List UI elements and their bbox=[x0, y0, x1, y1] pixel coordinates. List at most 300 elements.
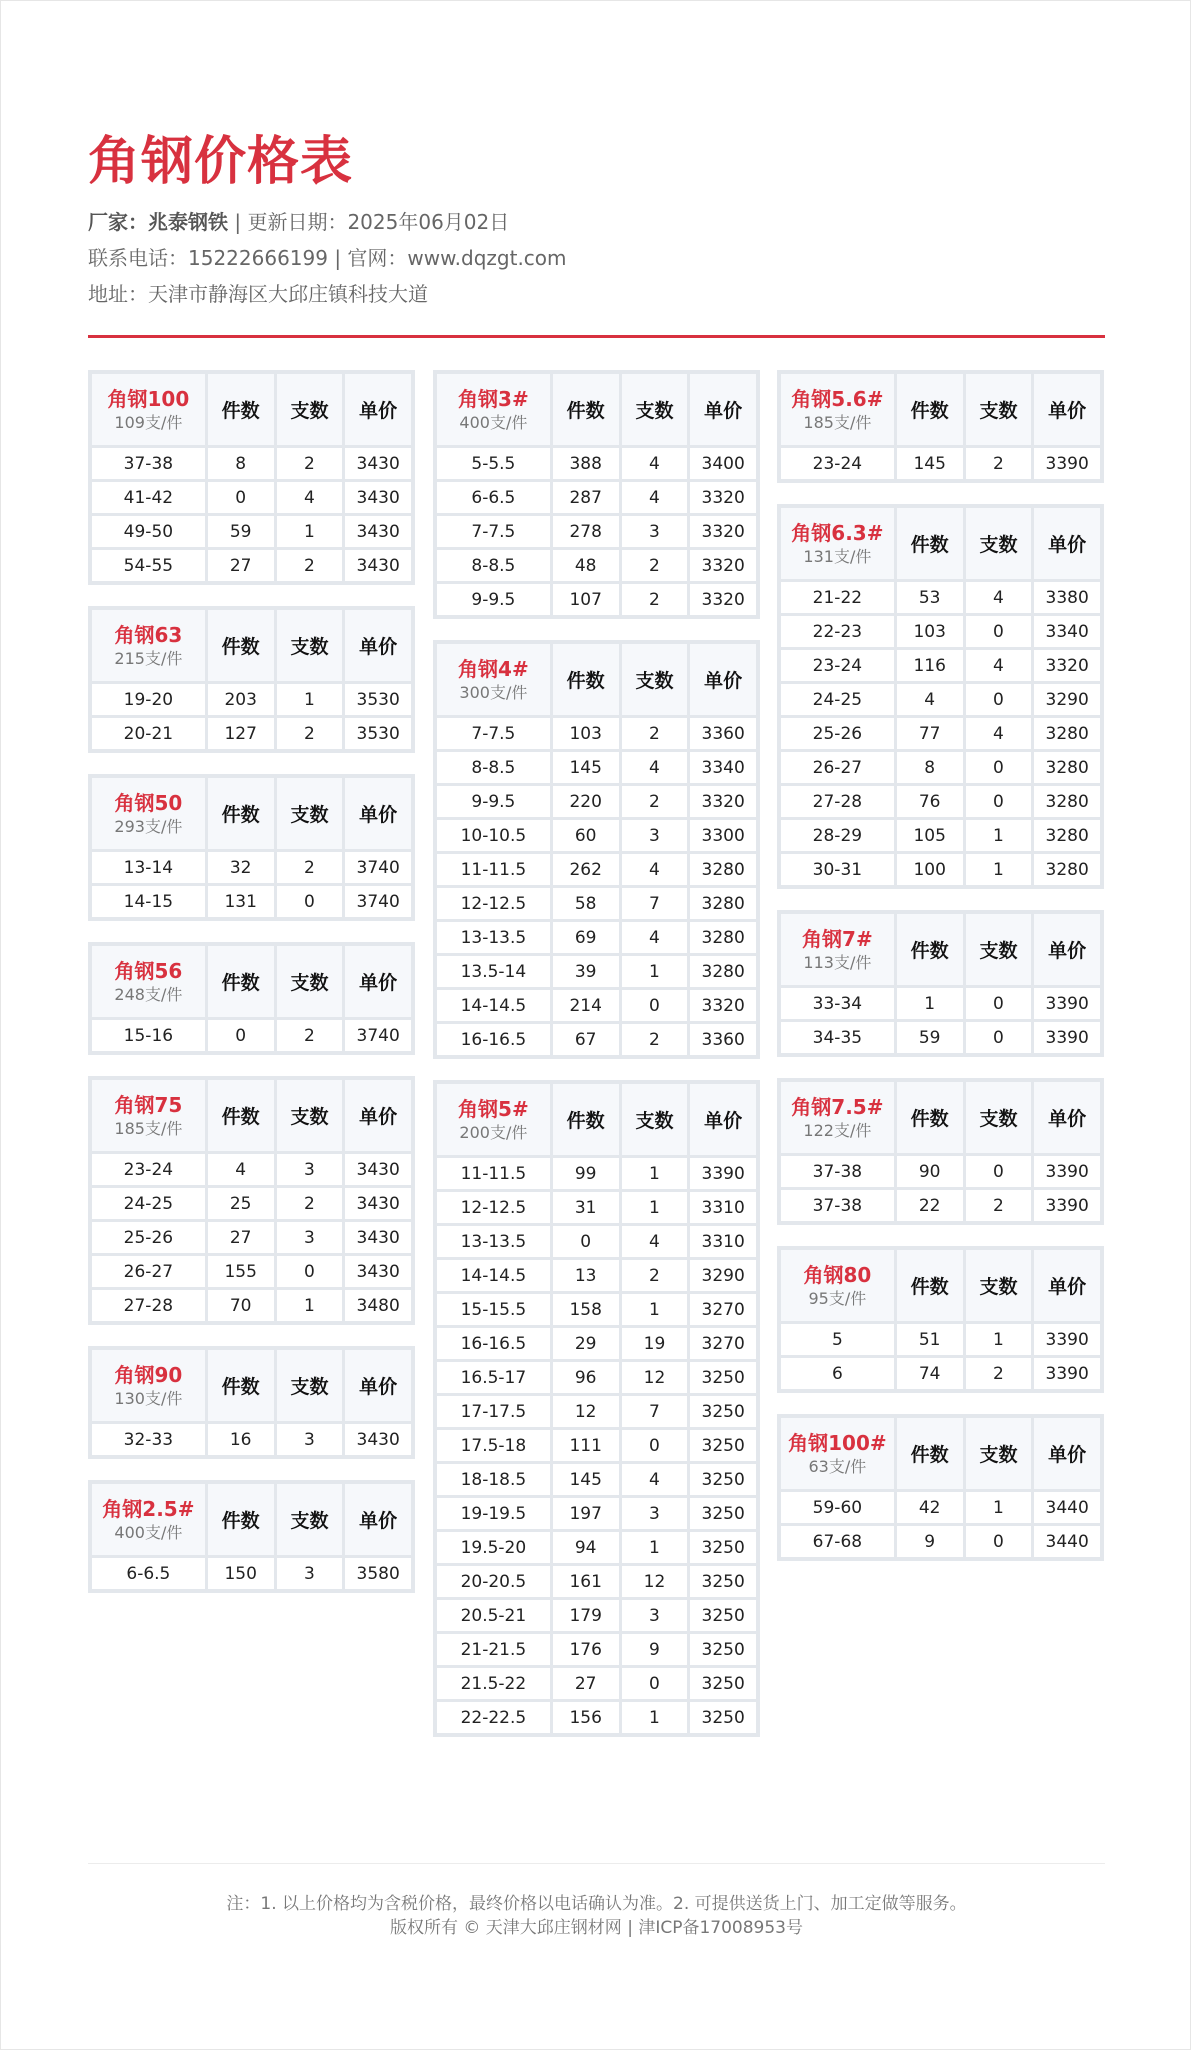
price-cell: 3740 bbox=[344, 1019, 413, 1054]
price-cell: 3390 bbox=[689, 1157, 758, 1191]
table-row bbox=[779, 447, 1102, 482]
qty-cell: 31 bbox=[551, 1191, 620, 1225]
pcs-header: 支数 bbox=[964, 912, 1033, 987]
price-table-header bbox=[90, 372, 413, 447]
header-row bbox=[779, 506, 1102, 581]
product-name: 角钢7# bbox=[802, 926, 873, 951]
pcs-header: 支数 bbox=[275, 1078, 344, 1153]
spec-cell: 67-68 bbox=[779, 1525, 895, 1560]
pcs-header: 支数 bbox=[964, 372, 1033, 447]
table-row bbox=[435, 1497, 758, 1531]
table-row bbox=[435, 1293, 758, 1327]
spec-cell: 54-55 bbox=[90, 549, 206, 584]
spec-cell: 49-50 bbox=[90, 515, 206, 549]
table-row bbox=[435, 955, 758, 989]
qty-header: 件数 bbox=[551, 372, 620, 447]
header-row bbox=[779, 912, 1102, 987]
price-table-header bbox=[779, 912, 1102, 987]
pcs-cell: 1 bbox=[620, 1531, 689, 1565]
table-row bbox=[90, 515, 413, 549]
spec-cell: 37-38 bbox=[779, 1155, 895, 1189]
price-cell: 3390 bbox=[1033, 1021, 1102, 1056]
price-table-body bbox=[90, 1019, 413, 1054]
price-table-body bbox=[90, 683, 413, 752]
price-table-body bbox=[779, 1155, 1102, 1224]
pcs-cell: 1 bbox=[275, 1289, 344, 1324]
price-cell: 3250 bbox=[689, 1599, 758, 1633]
table-row bbox=[90, 683, 413, 717]
price-cell: 3430 bbox=[344, 481, 413, 515]
footer-note: 注：1. 以上价格均为含税价格，最终价格以电话确认为准。2. 可提供送货上门、加工定做等服务。 bbox=[226, 1894, 967, 1914]
qty-cell: 9 bbox=[895, 1525, 964, 1560]
pcs-cell: 1 bbox=[275, 683, 344, 717]
table-row bbox=[435, 1599, 758, 1633]
pcs-cell: 4 bbox=[620, 481, 689, 515]
price-table bbox=[777, 1246, 1104, 1393]
qty-cell: 96 bbox=[551, 1361, 620, 1395]
header-row bbox=[779, 1416, 1102, 1491]
qty-cell: 22 bbox=[895, 1189, 964, 1224]
pcs-header: 支数 bbox=[275, 1348, 344, 1423]
pcs-cell: 1 bbox=[964, 1323, 1033, 1357]
spec-cell: 16-16.5 bbox=[435, 1327, 551, 1361]
pcs-cell: 2 bbox=[620, 717, 689, 751]
pieces-per-bundle: 185支/件 bbox=[803, 412, 872, 432]
table-row bbox=[90, 1153, 413, 1187]
pcs-cell: 2 bbox=[275, 549, 344, 584]
qty-cell: 145 bbox=[551, 1463, 620, 1497]
spec-cell: 8-8.5 bbox=[435, 751, 551, 785]
product-cell bbox=[779, 1416, 895, 1491]
price-cell: 3430 bbox=[344, 1153, 413, 1187]
table-row bbox=[90, 1423, 413, 1458]
table-row bbox=[435, 1531, 758, 1565]
price-table-body bbox=[779, 987, 1102, 1056]
price-cell: 3340 bbox=[689, 751, 758, 785]
table-row bbox=[435, 515, 758, 549]
qty-header: 件数 bbox=[206, 372, 275, 447]
table-row bbox=[779, 581, 1102, 615]
price-cell: 3250 bbox=[689, 1701, 758, 1736]
pcs-cell: 2 bbox=[620, 583, 689, 618]
price-cell: 3320 bbox=[689, 989, 758, 1023]
pcs-cell: 2 bbox=[275, 1187, 344, 1221]
price-header: 单价 bbox=[344, 776, 413, 851]
pcs-cell: 0 bbox=[275, 885, 344, 920]
table-row bbox=[779, 1491, 1102, 1525]
pieces-per-bundle: 293支/件 bbox=[114, 816, 183, 836]
pcs-cell: 7 bbox=[620, 887, 689, 921]
qty-cell: 155 bbox=[206, 1255, 275, 1289]
price-table bbox=[777, 1414, 1104, 1561]
qty-cell: 176 bbox=[551, 1633, 620, 1667]
spec-cell: 19-19.5 bbox=[435, 1497, 551, 1531]
pcs-cell: 3 bbox=[620, 1497, 689, 1531]
update-date: | 更新日期：2025年06月02日 bbox=[234, 210, 510, 234]
pcs-cell: 12 bbox=[620, 1361, 689, 1395]
price-table-header bbox=[90, 1078, 413, 1153]
price-cell: 3390 bbox=[1033, 1155, 1102, 1189]
qty-header: 件数 bbox=[895, 1416, 964, 1491]
spec-cell: 6-6.5 bbox=[90, 1557, 206, 1592]
pcs-cell: 0 bbox=[964, 785, 1033, 819]
product-cell bbox=[90, 944, 206, 1019]
price-table bbox=[88, 942, 415, 1055]
pcs-header: 支数 bbox=[620, 1082, 689, 1157]
spec-cell: 24-25 bbox=[90, 1187, 206, 1221]
price-cell: 3310 bbox=[689, 1225, 758, 1259]
qty-header: 件数 bbox=[551, 1082, 620, 1157]
product-cell bbox=[435, 1082, 551, 1157]
pcs-cell: 1 bbox=[964, 1491, 1033, 1525]
price-table-header bbox=[435, 642, 758, 717]
product-cell bbox=[435, 372, 551, 447]
price-table-header bbox=[90, 1482, 413, 1557]
qty-cell: 111 bbox=[551, 1429, 620, 1463]
qty-cell: 158 bbox=[551, 1293, 620, 1327]
pcs-cell: 0 bbox=[964, 987, 1033, 1021]
pcs-cell: 0 bbox=[964, 751, 1033, 785]
table-row bbox=[435, 1361, 758, 1395]
spec-cell: 13-13.5 bbox=[435, 1225, 551, 1259]
table-row bbox=[435, 583, 758, 618]
price-table-body bbox=[779, 447, 1102, 482]
pcs-cell: 4 bbox=[275, 481, 344, 515]
table-row bbox=[435, 751, 758, 785]
price-cell: 3440 bbox=[1033, 1525, 1102, 1560]
table-row bbox=[90, 1187, 413, 1221]
spec-cell: 20-20.5 bbox=[435, 1565, 551, 1599]
price-table bbox=[433, 1080, 760, 1737]
pcs-cell: 0 bbox=[620, 1667, 689, 1701]
pcs-cell: 3 bbox=[620, 515, 689, 549]
price-table-body bbox=[779, 581, 1102, 888]
qty-cell: 8 bbox=[206, 447, 275, 481]
spec-cell: 34-35 bbox=[779, 1021, 895, 1056]
qty-header: 件数 bbox=[895, 1080, 964, 1155]
table-row bbox=[779, 717, 1102, 751]
table-row bbox=[90, 481, 413, 515]
pcs-cell: 4 bbox=[620, 447, 689, 481]
qty-cell: 27 bbox=[206, 549, 275, 584]
spec-cell: 14-15 bbox=[90, 885, 206, 920]
qty-header: 件数 bbox=[551, 642, 620, 717]
pcs-cell: 0 bbox=[964, 683, 1033, 717]
price-cell: 3360 bbox=[689, 1023, 758, 1058]
qty-cell: 67 bbox=[551, 1023, 620, 1058]
price-cell: 3310 bbox=[689, 1191, 758, 1225]
price-cell: 3360 bbox=[689, 717, 758, 751]
spec-cell: 37-38 bbox=[779, 1189, 895, 1224]
price-table-body bbox=[90, 1423, 413, 1458]
qty-cell: 12 bbox=[551, 1395, 620, 1429]
spec-cell: 37-38 bbox=[90, 447, 206, 481]
price-cell: 3250 bbox=[689, 1565, 758, 1599]
table-row bbox=[435, 717, 758, 751]
product-name: 角钢2.5# bbox=[102, 1496, 195, 1521]
qty-header: 件数 bbox=[206, 1482, 275, 1557]
spec-cell: 22-22.5 bbox=[435, 1701, 551, 1736]
qty-cell: 58 bbox=[551, 887, 620, 921]
qty-header: 件数 bbox=[206, 1348, 275, 1423]
table-row bbox=[779, 1525, 1102, 1560]
pieces-per-bundle: 95支/件 bbox=[808, 1288, 867, 1308]
qty-cell: 60 bbox=[551, 819, 620, 853]
spec-cell: 24-25 bbox=[779, 683, 895, 717]
qty-cell: 0 bbox=[551, 1225, 620, 1259]
spec-cell: 5-5.5 bbox=[435, 447, 551, 481]
price-cell: 3320 bbox=[1033, 649, 1102, 683]
price-cell: 3390 bbox=[1033, 447, 1102, 482]
spec-cell: 17-17.5 bbox=[435, 1395, 551, 1429]
price-header: 单价 bbox=[1033, 912, 1102, 987]
table-row bbox=[435, 1395, 758, 1429]
table-row bbox=[90, 1289, 413, 1324]
pcs-header: 支数 bbox=[620, 642, 689, 717]
table-row bbox=[779, 683, 1102, 717]
pcs-cell: 0 bbox=[620, 989, 689, 1023]
product-cell bbox=[435, 642, 551, 717]
table-row bbox=[435, 1667, 758, 1701]
pieces-per-bundle: 200支/件 bbox=[459, 1122, 528, 1142]
product-name: 角钢63 bbox=[114, 622, 183, 647]
qty-cell: 214 bbox=[551, 989, 620, 1023]
table-row bbox=[90, 549, 413, 584]
table-row bbox=[90, 885, 413, 920]
price-table bbox=[777, 910, 1104, 1057]
qty-cell: 94 bbox=[551, 1531, 620, 1565]
qty-cell: 150 bbox=[206, 1557, 275, 1592]
qty-cell: 42 bbox=[895, 1491, 964, 1525]
price-cell: 3320 bbox=[689, 515, 758, 549]
spec-cell: 16.5-17 bbox=[435, 1361, 551, 1395]
table-row bbox=[779, 615, 1102, 649]
price-header: 单价 bbox=[344, 944, 413, 1019]
price-table bbox=[88, 1480, 415, 1593]
price-cell: 3280 bbox=[689, 921, 758, 955]
table-row bbox=[435, 447, 758, 481]
qty-cell: 145 bbox=[895, 447, 964, 482]
price-header: 单价 bbox=[689, 1082, 758, 1157]
table-row bbox=[90, 447, 413, 481]
product-name: 角钢56 bbox=[114, 958, 183, 983]
pcs-header: 支数 bbox=[964, 506, 1033, 581]
pcs-cell: 0 bbox=[964, 615, 1033, 649]
pieces-per-bundle: 130支/件 bbox=[114, 1388, 183, 1408]
spec-cell: 30-31 bbox=[779, 853, 895, 888]
spec-cell: 16-16.5 bbox=[435, 1023, 551, 1058]
pcs-cell: 3 bbox=[275, 1153, 344, 1187]
qty-cell: 51 bbox=[895, 1323, 964, 1357]
qty-cell: 116 bbox=[895, 649, 964, 683]
qty-header: 件数 bbox=[895, 1248, 964, 1323]
spec-cell: 26-27 bbox=[90, 1255, 206, 1289]
product-cell bbox=[90, 1482, 206, 1557]
spec-cell: 19-20 bbox=[90, 683, 206, 717]
qty-cell: 70 bbox=[206, 1289, 275, 1324]
pcs-cell: 1 bbox=[620, 1191, 689, 1225]
price-table-header bbox=[435, 1082, 758, 1157]
qty-cell: 48 bbox=[551, 549, 620, 583]
spec-cell: 11-11.5 bbox=[435, 853, 551, 887]
product-name: 角钢75 bbox=[114, 1092, 183, 1117]
qty-cell: 278 bbox=[551, 515, 620, 549]
spec-cell: 17.5-18 bbox=[435, 1429, 551, 1463]
product-cell bbox=[779, 1080, 895, 1155]
table-row bbox=[435, 1463, 758, 1497]
price-cell: 3580 bbox=[344, 1557, 413, 1592]
pieces-per-bundle: 215支/件 bbox=[114, 648, 183, 668]
qty-header: 件数 bbox=[206, 944, 275, 1019]
price-cell: 3280 bbox=[1033, 751, 1102, 785]
spec-cell: 19.5-20 bbox=[435, 1531, 551, 1565]
spec-cell: 27-28 bbox=[779, 785, 895, 819]
pcs-cell: 1 bbox=[964, 853, 1033, 888]
spec-cell: 21-21.5 bbox=[435, 1633, 551, 1667]
product-name: 角钢100 bbox=[107, 386, 190, 411]
qty-cell: 105 bbox=[895, 819, 964, 853]
pcs-cell: 2 bbox=[620, 1259, 689, 1293]
price-cell: 3390 bbox=[1033, 1323, 1102, 1357]
pieces-per-bundle: 63支/件 bbox=[808, 1456, 867, 1476]
pcs-cell: 4 bbox=[964, 649, 1033, 683]
qty-cell: 74 bbox=[895, 1357, 964, 1392]
table-row bbox=[90, 1255, 413, 1289]
product-name: 角钢80 bbox=[803, 1262, 872, 1287]
price-cell: 3320 bbox=[689, 583, 758, 618]
spec-cell: 25-26 bbox=[90, 1221, 206, 1255]
pcs-cell: 1 bbox=[620, 1293, 689, 1327]
spec-cell: 26-27 bbox=[779, 751, 895, 785]
qty-cell: 29 bbox=[551, 1327, 620, 1361]
qty-cell: 287 bbox=[551, 481, 620, 515]
product-cell bbox=[779, 1248, 895, 1323]
pcs-cell: 3 bbox=[275, 1423, 344, 1458]
qty-cell: 8 bbox=[895, 751, 964, 785]
header-row bbox=[90, 944, 413, 1019]
price-table bbox=[433, 370, 760, 619]
pcs-cell: 2 bbox=[275, 851, 344, 885]
spec-cell: 22-23 bbox=[779, 615, 895, 649]
spec-cell: 12-12.5 bbox=[435, 1191, 551, 1225]
price-cell: 3740 bbox=[344, 851, 413, 885]
product-name: 角钢5# bbox=[458, 1096, 529, 1121]
table-row bbox=[90, 717, 413, 752]
price-cell: 3380 bbox=[1033, 581, 1102, 615]
qty-header: 件数 bbox=[206, 608, 275, 683]
qty-cell: 103 bbox=[551, 717, 620, 751]
footer-copyright: 版权所有 © 天津大邱庄钢材网 | 津ICP备17008953号 bbox=[389, 1918, 803, 1938]
qty-cell: 39 bbox=[551, 955, 620, 989]
spec-cell: 13-14 bbox=[90, 851, 206, 885]
product-cell bbox=[779, 912, 895, 987]
table-row bbox=[435, 1259, 758, 1293]
spec-cell: 20-21 bbox=[90, 717, 206, 752]
pcs-cell: 2 bbox=[275, 447, 344, 481]
price-table-header bbox=[90, 1348, 413, 1423]
spec-cell: 59-60 bbox=[779, 1491, 895, 1525]
price-column-3 bbox=[777, 370, 1104, 1582]
pcs-cell: 2 bbox=[620, 1023, 689, 1058]
price-cell: 3340 bbox=[1033, 615, 1102, 649]
price-table-header bbox=[90, 608, 413, 683]
price-header: 单价 bbox=[1033, 506, 1102, 581]
qty-cell: 145 bbox=[551, 751, 620, 785]
product-name: 角钢5.6# bbox=[791, 386, 884, 411]
price-table-body bbox=[435, 447, 758, 618]
pcs-header: 支数 bbox=[275, 608, 344, 683]
qty-cell: 59 bbox=[895, 1021, 964, 1056]
pieces-per-bundle: 109支/件 bbox=[114, 412, 183, 432]
pcs-cell: 3 bbox=[620, 1599, 689, 1633]
spec-cell: 14-14.5 bbox=[435, 989, 551, 1023]
header-row bbox=[435, 642, 758, 717]
pcs-cell: 0 bbox=[620, 1429, 689, 1463]
price-table bbox=[88, 1346, 415, 1459]
spec-cell: 18-18.5 bbox=[435, 1463, 551, 1497]
product-name: 角钢50 bbox=[114, 790, 183, 815]
table-row bbox=[435, 989, 758, 1023]
price-cell: 3290 bbox=[1033, 683, 1102, 717]
price-table-header bbox=[435, 372, 758, 447]
price-cell: 3320 bbox=[689, 481, 758, 515]
spec-cell: 23-24 bbox=[779, 649, 895, 683]
price-table-body bbox=[90, 447, 413, 584]
price-header: 单价 bbox=[1033, 372, 1102, 447]
price-column-1 bbox=[88, 370, 415, 1614]
table-row bbox=[779, 1021, 1102, 1056]
table-row bbox=[435, 1565, 758, 1599]
price-cell: 3740 bbox=[344, 885, 413, 920]
price-header: 单价 bbox=[1033, 1080, 1102, 1155]
price-cell: 3430 bbox=[344, 1221, 413, 1255]
qty-cell: 27 bbox=[206, 1221, 275, 1255]
pcs-cell: 1 bbox=[964, 819, 1033, 853]
qty-cell: 4 bbox=[206, 1153, 275, 1187]
price-cell: 3430 bbox=[344, 1255, 413, 1289]
pieces-per-bundle: 122支/件 bbox=[803, 1120, 872, 1140]
table-row bbox=[435, 1327, 758, 1361]
price-table-body bbox=[90, 1557, 413, 1592]
pcs-cell: 2 bbox=[275, 717, 344, 752]
spec-cell: 23-24 bbox=[779, 447, 895, 482]
price-table bbox=[88, 1076, 415, 1325]
price-table-header bbox=[90, 944, 413, 1019]
pcs-cell: 0 bbox=[275, 1255, 344, 1289]
spec-cell: 13.5-14 bbox=[435, 955, 551, 989]
table-row bbox=[435, 1191, 758, 1225]
table-row bbox=[435, 921, 758, 955]
price-column-2 bbox=[433, 370, 760, 1758]
price-header: 单价 bbox=[689, 642, 758, 717]
spec-cell: 10-10.5 bbox=[435, 819, 551, 853]
qty-cell: 13 bbox=[551, 1259, 620, 1293]
qty-cell: 16 bbox=[206, 1423, 275, 1458]
spec-cell: 13-13.5 bbox=[435, 921, 551, 955]
spec-cell: 8-8.5 bbox=[435, 549, 551, 583]
qty-cell: 32 bbox=[206, 851, 275, 885]
qty-header: 件数 bbox=[206, 1078, 275, 1153]
qty-cell: 0 bbox=[206, 481, 275, 515]
table-row bbox=[779, 1323, 1102, 1357]
price-cell: 3270 bbox=[689, 1293, 758, 1327]
pcs-cell: 1 bbox=[620, 1157, 689, 1191]
pieces-per-bundle: 300支/件 bbox=[459, 682, 528, 702]
price-cell: 3530 bbox=[344, 717, 413, 752]
header-row bbox=[90, 776, 413, 851]
contact-line: 联系电话：15222666199 | 官网：www.dqzgt.com bbox=[88, 246, 567, 270]
price-cell: 3480 bbox=[344, 1289, 413, 1324]
